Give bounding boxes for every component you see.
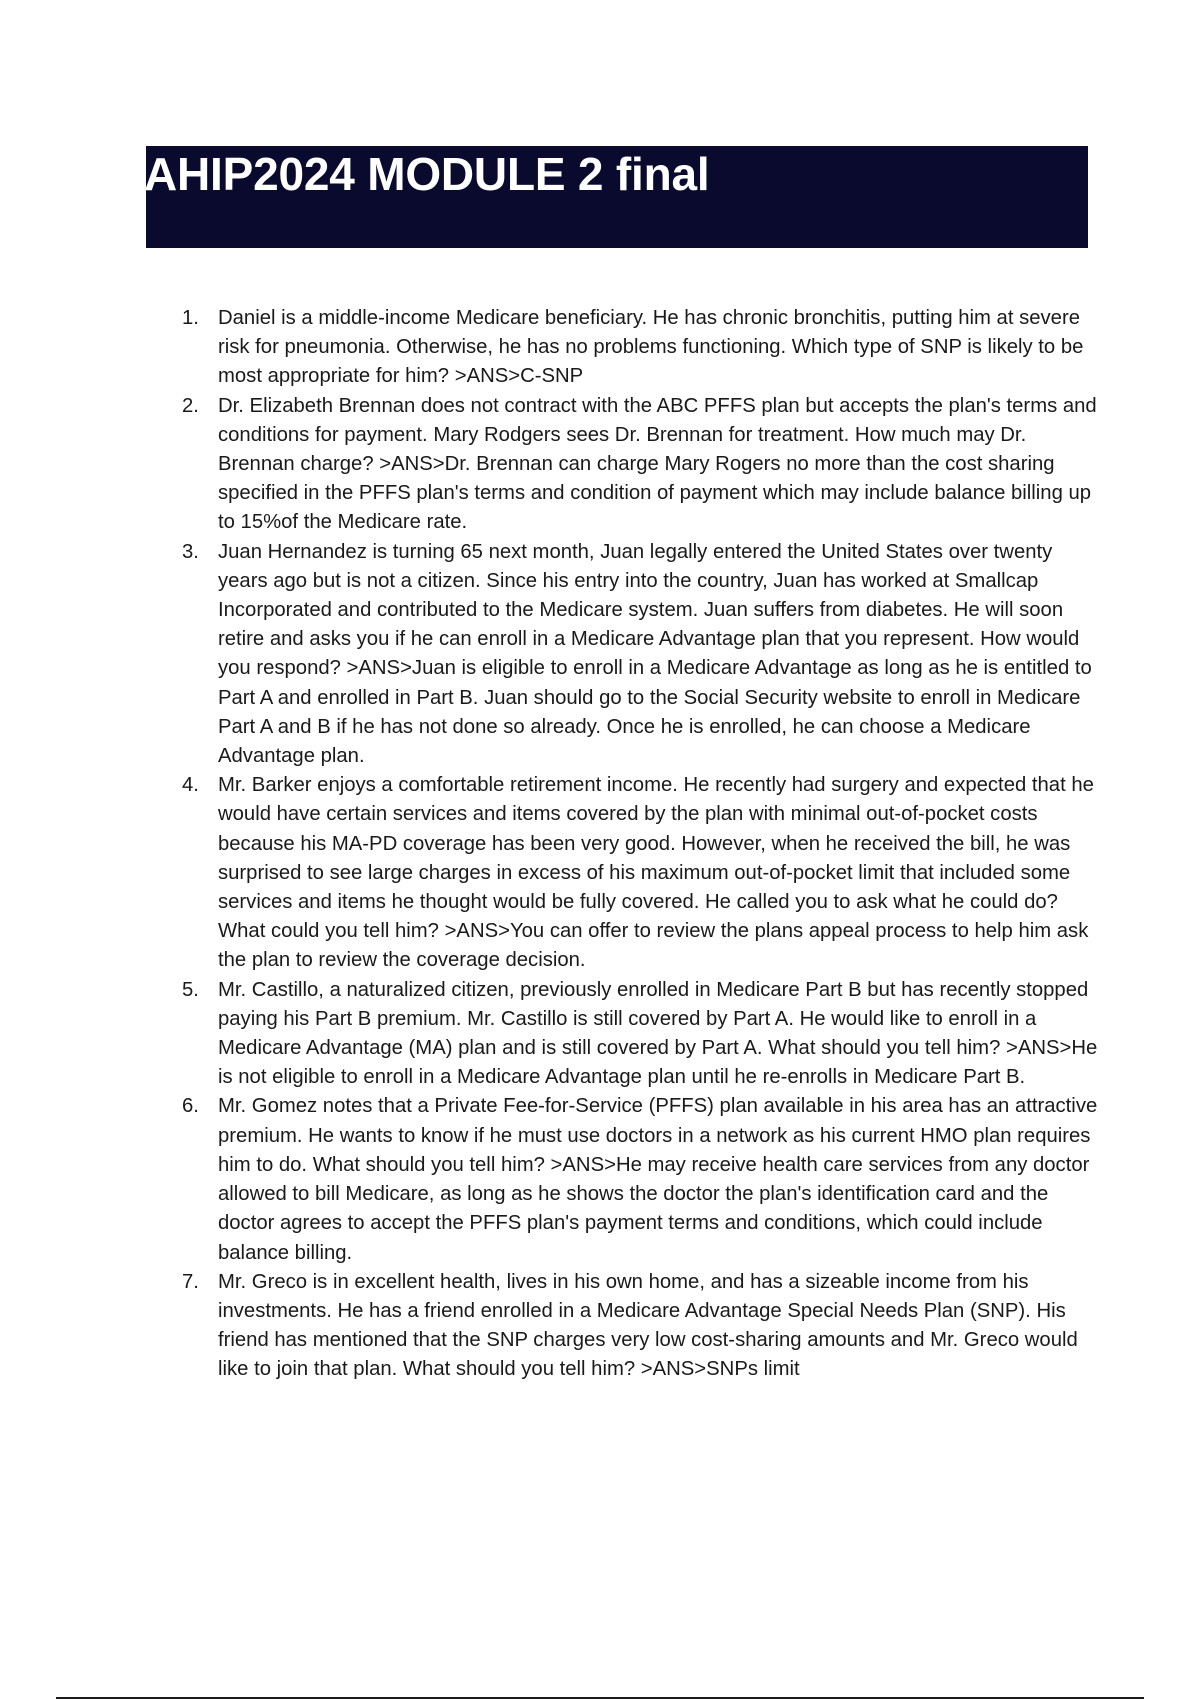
question-item-1 (182, 304, 1102, 392)
question-text: Mr. Gomez notes that a Private Fee-for-Service (PFFS) plan available in his area has an attractive premium. He wants to know if he must use doctors in a network as his current HMO plan requires him to do. What should you tell him? >ANS>He may receive health care services from any doctor allowed to bill Medicare, as long as he shows the doctor the plan's identification card and the doctor agrees to accept the PFFS plan's payment terms and conditions, which could include balance billing. (218, 1095, 1098, 1264)
question-item-6 (182, 1092, 1102, 1267)
question-number: 1. (182, 307, 199, 329)
question-text: Juan Hernandez is turning 65 next month, Juan legally entered the United States over twenty years ago but is not a citizen. Since his entry into the country, Juan has worked at Smallcap Incorporated and contributed to the Medicare system. Juan suffers from diabetes. He will soon retire and asks you if he can enroll in a Medicare Advantage plan that you represent. How would you respond? >ANS>Juan is eligible to enroll in a Medicare Advantage as long as he is entitled to Part A and enrolled in Part B. Juan should go to the Social Security website to enroll in Medicare Part A and B if he has not done so already. Once he is enrolled, he can choose a Medicare Advantage plan. (218, 540, 1092, 768)
question-text: Dr. Elizabeth Brennan does not contract with the ABC PFFS plan but accepts the plan's terms and conditions for payment. Mary Rodgers sees Dr. Brennan for treatment. How much may Dr. Brennan charge? >ANS>Dr. Brennan can charge Mary Rogers no more than the cost sharing specified in the PFFS plan's terms and condition of payment which may include balance billing up to 15%of the Medicare rate. (218, 394, 1097, 534)
document-title: AHIP2024 MODULE 2 final (144, 148, 710, 200)
question-text: Daniel is a middle-income Medicare beneficiary. He has chronic bronchitis, putting him at severe risk for pneumonia. Otherwise, he has no problems functioning. Which type of SNP is likely to be most appropriate for him? >ANS>C-SNP (218, 307, 1084, 388)
question-number: 6. (182, 1095, 199, 1118)
question-list (182, 304, 1102, 1385)
question-number: 5. (182, 978, 199, 1001)
question-text: Mr. Greco is in excellent health, lives in his own home, and has a sizeable income from his investments. He has a friend enrolled in a Medicare Advantage Special Needs Plan (SNP). His friend has mentioned that the SNP charges very low cost-sharing amounts and Mr. Greco would like to join that plan. What should you tell him? >ANS>SNPs limit (218, 1270, 1078, 1381)
question-text: Mr. Barker enjoys a comfortable retirement income. He recently had surgery and expected that he would have certain services and items covered by the plan with minimal out-of-pocket costs because his MA-PD coverage has been very good. However, when he received the bill, he was surprised to see large charges in excess of his maximum out-of-pocket limit that included some services and items he thought would be fully covered. He called you to ask what he could do? What could you tell him? >ANS>You can offer to review the plans appeal process to help him ask the plan to review the coverage decision. (218, 774, 1094, 972)
footer-divider (56, 1697, 1144, 1699)
question-item-2 (182, 392, 1102, 538)
question-item-7 (182, 1268, 1102, 1385)
question-item-3 (182, 538, 1102, 772)
question-number: 4. (182, 774, 199, 797)
question-text: Mr. Castillo, a naturalized citizen, previously enrolled in Medicare Part B but has recently stopped paying his Part B premium. Mr. Castillo is still covered by Part A. He would like to enroll in a Medicare Advantage (MA) plan and is still covered by Part A. What should you tell him? >ANS>He is not eligible to enroll in a Medicare Advantage plan until he re-enrolls in Medicare Part B. (218, 978, 1098, 1089)
question-item-4 (182, 771, 1102, 975)
question-number: 7. (182, 1270, 199, 1293)
question-number: 3. (182, 540, 199, 563)
question-number: 2. (182, 394, 199, 417)
title-banner (146, 146, 1088, 248)
question-item-5 (182, 976, 1102, 1093)
